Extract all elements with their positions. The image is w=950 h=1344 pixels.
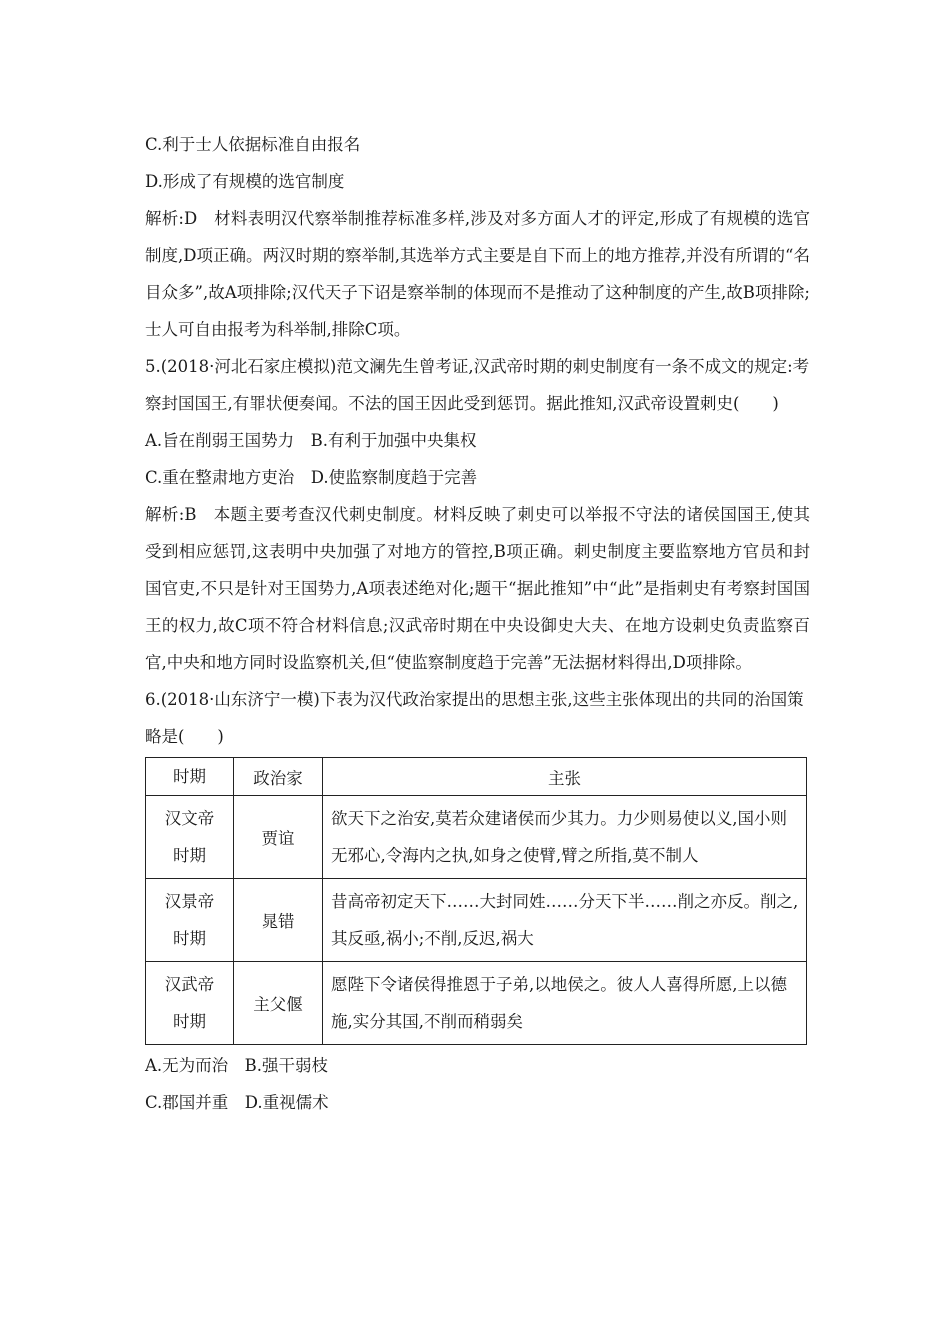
period-line1: 汉武帝	[164, 975, 215, 994]
period-line2: 时期	[173, 1012, 206, 1031]
row-statesman: 晁错	[234, 879, 323, 962]
row-proposal: 愿陛下令诸侯得推恩于子弟,以地侯之。彼人人喜得所愿,上以德施,实分其国,不削而稍弱矣	[323, 962, 807, 1045]
q4-option-c: C.利于士人依据标准自由报名	[145, 135, 361, 154]
q5-stem: 5.(2018·河北石家庄模拟)范文澜先生曾考证,汉武帝时期的刺史制度有一条不成文的规定:考察封国国王,有罪状便奏闻。不法的国王因此受到惩罚。据此推知,汉武帝设置刺史( )	[145, 357, 810, 413]
q4-analysis: 解析:D 材料表明汉代察举制推荐标准多样,涉及对多方面人才的评定,形成了有规模的选官制度,D项正确。两汉时期的察举制,其选举方式主要是自下而上的地方推荐,并没有所谓的“名目众多”,故A项排除;汉代天子下诏是察举制的体现而不是推动了这种制度的产生,故B项排除;士人可自由报考为科举制,排除C项。	[145, 209, 810, 339]
q6-options-row1: A.无为而治 B.强干弱枝	[145, 1056, 329, 1075]
period-line2: 时期	[173, 929, 206, 948]
row-statesman: 贾谊	[234, 796, 323, 879]
q5-options-row2: C.重在整肃地方吏治 D.使监察制度趋于完善	[145, 468, 478, 487]
q6-table	[145, 757, 807, 1045]
row-proposal: 昔高帝初定天下……大封同姓……分天下半……削之亦反。削之,其反亟,祸小;不削,反迟,祸大	[323, 879, 807, 962]
q4-option-d: D.形成了有规模的选官制度	[145, 172, 345, 191]
table-header-row	[146, 758, 807, 796]
table-row	[146, 879, 807, 962]
period-line1: 汉文帝	[164, 809, 215, 828]
period-line2: 时期	[173, 846, 206, 865]
q6-options-row2: C.郡国并重 D.重视儒术	[145, 1093, 329, 1112]
q6-stem: 6.(2018·山东济宁一模)下表为汉代政治家提出的思想主张,这些主张体现出的共同的治国策略是( )	[145, 690, 804, 746]
header-proposal: 主张	[323, 758, 807, 796]
header-period: 时期	[146, 758, 234, 796]
row-period	[146, 796, 234, 879]
table-row	[146, 796, 807, 879]
row-statesman: 主父偃	[234, 962, 323, 1045]
document-page	[145, 126, 810, 1121]
table-row	[146, 962, 807, 1045]
period-line1: 汉景帝	[164, 892, 215, 911]
q5-analysis: 解析:B 本题主要考查汉代刺史制度。材料反映了刺史可以举报不守法的诸侯国国王,使其受到相应惩罚,这表明中央加强了对地方的管控,B项正确。刺史制度主要监察地方官员和封国官吏,不只是针对王国势力,A项表述绝对化;题干“据此推知”中“此”是指刺史有考察封国国王的权力,故C项不符合材料信息;汉武帝时期在中央设御史大夫、在地方设刺史负责监察百官,中央和地方同时设监察机关,但“使监察制度趋于完善”无法据材料得出,D项排除。	[145, 505, 810, 672]
row-period	[146, 962, 234, 1045]
row-proposal: 欲天下之治安,莫若众建诸侯而少其力。力少则易使以义,国小则无邪心,令海内之执,如身之使臂,臂之所指,莫不制人	[323, 796, 807, 879]
header-statesman: 政治家	[234, 758, 323, 796]
q5-options-row1: A.旨在削弱王国势力 B.有利于加强中央集权	[145, 431, 477, 450]
row-period	[146, 879, 234, 962]
